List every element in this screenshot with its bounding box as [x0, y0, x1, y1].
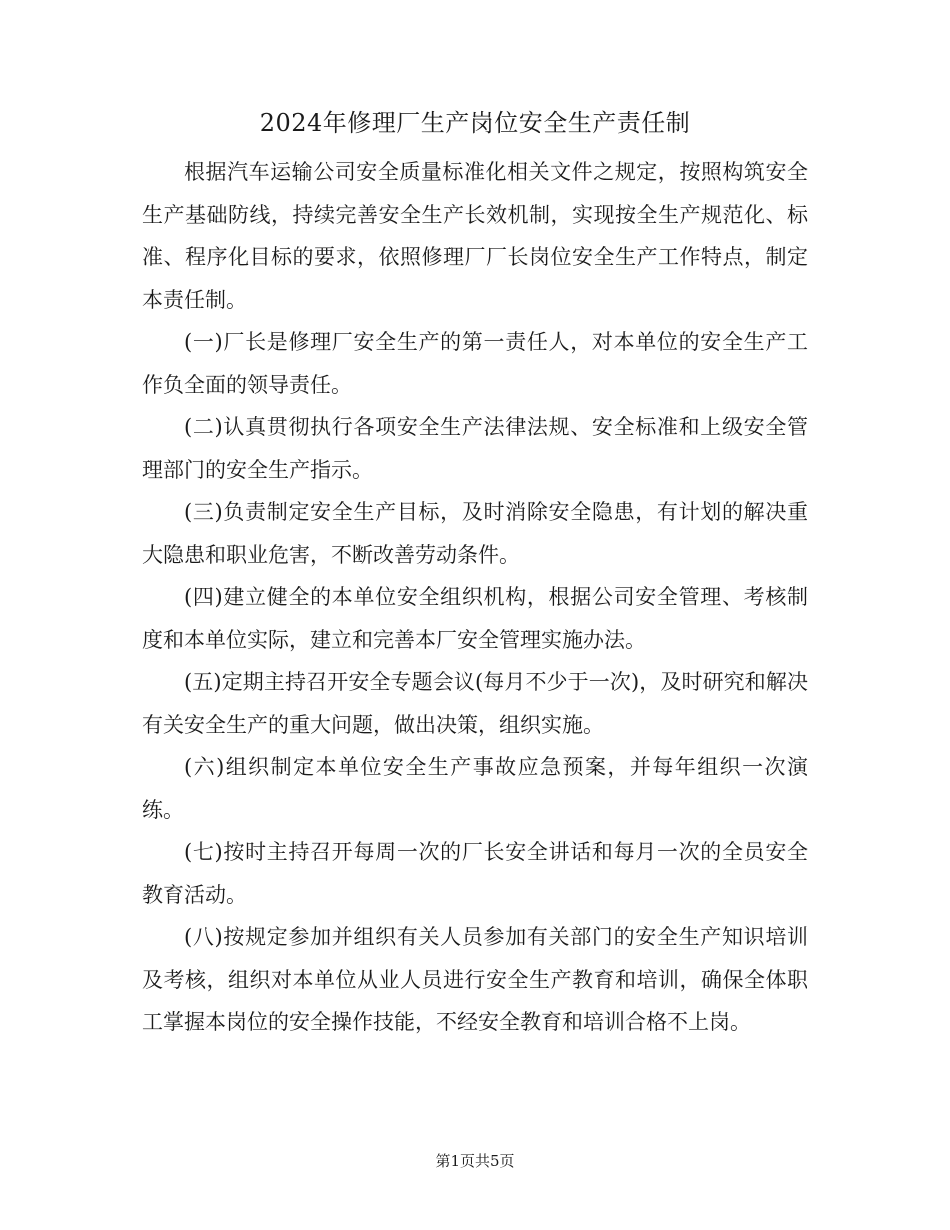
document-title: 2024年修理厂生产岗位安全生产责任制 [259, 109, 691, 137]
paragraph-intro: 根据汽车运输公司安全质量标准化相关文件之规定，按照构筑安全生产基础防线，持续完善安全生产长效机制，实现按全生产规范化、标准、程序化目标的要求，依照修理厂厂长岗位安全生产工作特点，制定本责任制。 [142, 160, 808, 312]
paragraph-item-5: (五)定期主持召开安全专题会议(每月不少于一次)，及时研究和解决有关安全生产的重大问题，做出决策，组织实施。 [142, 670, 808, 737]
paragraph-item-7: (七)按时主持召开每周一次的厂长安全讲话和每月一次的全员安全教育活动。 [142, 840, 808, 907]
paragraph-item-3: (三)负责制定安全生产目标，及时消除安全隐患，有计划的解决重大隐患和职业危害，不断改善劳动条件。 [142, 500, 808, 567]
paragraph-item-6: (六)组织制定本单位安全生产事故应急预案，并每年组织一次演练。 [142, 755, 808, 822]
document-body [142, 151, 808, 1044]
paragraph-item-2: (二)认真贯彻执行各项安全生产法律法规、安全标准和上级安全管理部门的安全生产指示。 [142, 415, 808, 482]
page-number-footer: 第1页共5页 [435, 1152, 515, 1170]
paragraph-item-8: (八)按规定参加并组织有关人员参加有关部门的安全生产知识培训及考核，组织对本单位从业人员进行安全生产教育和培训，确保全体职工掌握本岗位的安全操作技能，不经安全教育和培训合格不上岗。 [142, 925, 808, 1034]
paragraph-item-1: (一)厂长是修理厂安全生产的第一责任人，对本单位的安全生产工作负全面的领导责任。 [142, 330, 808, 397]
paragraph-item-4: (四)建立健全的本单位安全组织机构，根据公司安全管理、考核制度和本单位实际，建立和完善本厂安全管理实施办法。 [142, 585, 808, 652]
